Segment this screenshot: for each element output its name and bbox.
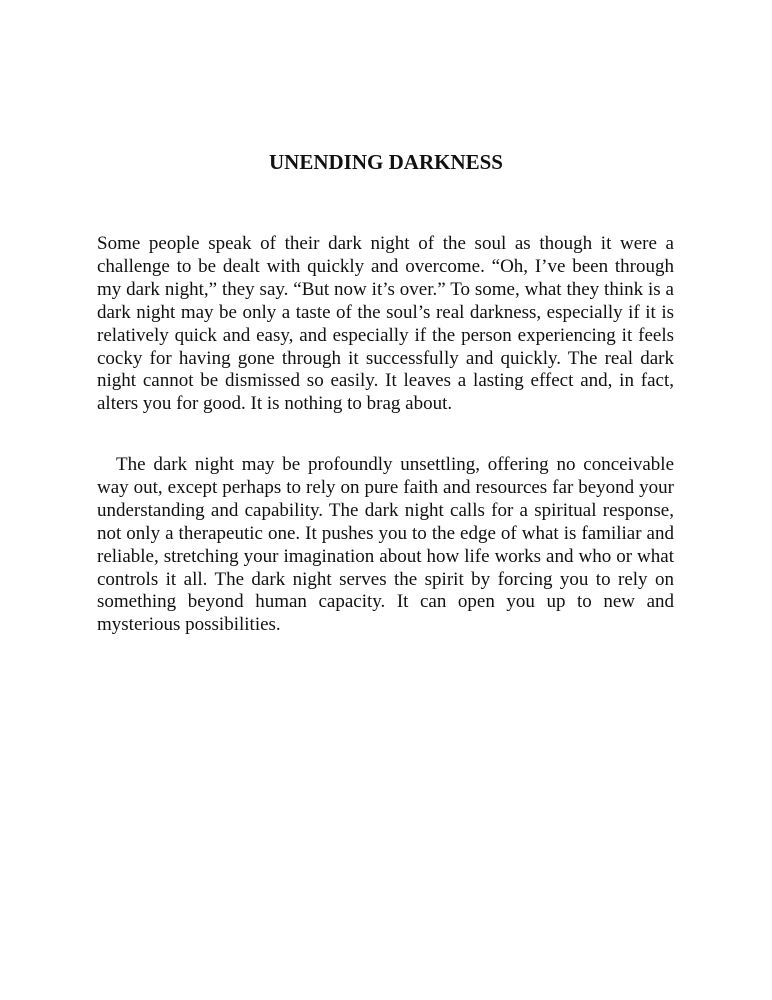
- paragraph-1: Some people speak of their dark night of the soul as though it were a challenge to be dealt with quickly and overcome. “Oh, I’ve been through my dark night,” they say. “But now it’s over.” To some, what they think is a dark night may be only a taste of the soul’s real darkness, especially if it is relatively quick and easy, and especially if the person experiencing it feels cocky for having gone through it successfully and quickly. The real dark night cannot be dismissed so easily. It leaves a lasting effect and, in fact, alters you for good. It is nothing to brag about.: [97, 233, 674, 415]
- paragraph-2: The dark night may be profoundly unsettling, offering no conceivable way out, except perhaps to rely on pure faith and resources far beyond your understanding and capability. The dark night calls for a spiritual response, not only a therapeutic one. It pushes you to the edge of what is familiar and reliable, stretching your imagination about how life works and who or what controls it all. The dark night serves the spirit by forcing you to rely on something beyond human capacity. It can open you up to new and mysterious possibilities.: [97, 454, 674, 636]
- page-title: UNENDING DARKNESS: [269, 150, 503, 174]
